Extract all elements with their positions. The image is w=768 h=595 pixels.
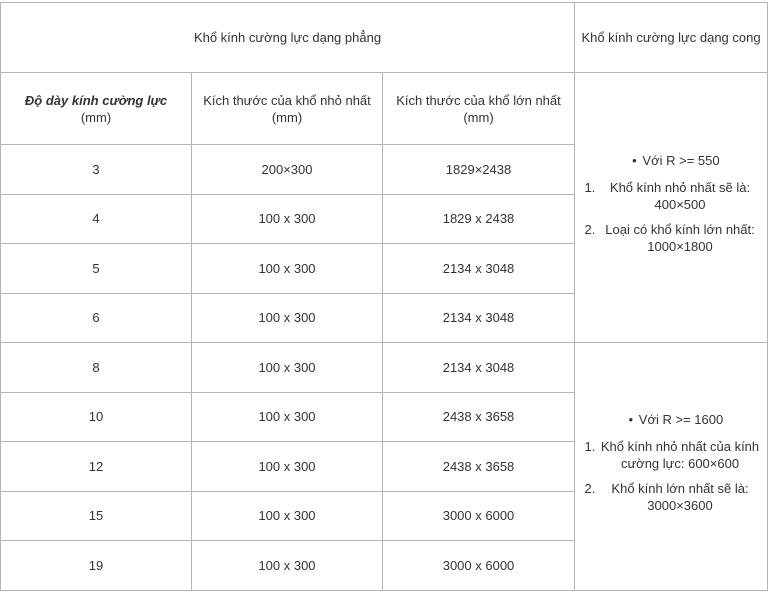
curved-group-r550 — [575, 73, 768, 343]
curved-group-r1600 — [575, 343, 768, 591]
thickness-column-unit: (mm) — [80, 109, 112, 125]
thickness-column-header — [1, 73, 192, 145]
min-size-column-header: Kích thước của khổ nhỏ nhất (mm) — [192, 73, 383, 145]
min-size-cell: 200×300 — [192, 145, 383, 195]
min-size-cell: 100 x 300 — [192, 491, 383, 541]
thickness-cell: 12 — [1, 442, 192, 492]
thickness-cell: 8 — [1, 343, 192, 393]
thickness-column-title: Độ dày kính cường lực — [24, 92, 168, 108]
curved-glass-header: Khổ kính cường lực dạng cong — [575, 3, 768, 73]
thickness-cell: 6 — [1, 293, 192, 343]
min-size-cell: 100 x 300 — [192, 343, 383, 393]
glass-size-table — [0, 2, 768, 591]
curved-list-item: 2. Loại có khổ kính lớn nhất: 1000×1800 — [599, 221, 761, 255]
flat-glass-header: Khổ kính cường lực dạng phẳng — [1, 3, 575, 73]
min-size-cell: 100 x 300 — [192, 244, 383, 294]
curved-list-item: 1. Khổ kính nhỏ nhất của kính cường lực: 600×600 — [599, 438, 761, 472]
thickness-cell: 3 — [1, 145, 192, 195]
curved-list — [581, 179, 761, 255]
thickness-cell: 5 — [1, 244, 192, 294]
thickness-cell: 10 — [1, 392, 192, 442]
curved-list — [581, 438, 761, 514]
min-size-cell: 100 x 300 — [192, 392, 383, 442]
curved-bullet: • Với R >= 1600 — [628, 411, 724, 427]
max-size-cell: 2438 x 3658 — [383, 392, 575, 442]
min-size-cell: 100 x 300 — [192, 293, 383, 343]
max-size-cell: 3000 x 6000 — [383, 491, 575, 541]
max-size-cell: 1829 x 2438 — [383, 194, 575, 244]
max-size-cell: 2134 x 3048 — [383, 244, 575, 294]
max-size-cell: 3000 x 6000 — [383, 541, 575, 591]
curved-list-item: 1. Khổ kính nhỏ nhất sẽ là: 400×500 — [599, 179, 761, 213]
curved-list-item: 2. Khổ kính lớn nhất sẽ là: 3000×3600 — [599, 480, 761, 514]
min-size-cell: 100 x 300 — [192, 541, 383, 591]
thickness-cell: 19 — [1, 541, 192, 591]
max-size-column-header: Kích thước của khổ lớn nhất (mm) — [383, 73, 575, 145]
min-size-cell: 100 x 300 — [192, 194, 383, 244]
table-row — [1, 343, 768, 393]
min-size-cell: 100 x 300 — [192, 442, 383, 492]
curved-bullet: • Với R >= 550 — [632, 153, 720, 168]
max-size-cell: 2438 x 3658 — [383, 442, 575, 492]
thickness-cell: 15 — [1, 491, 192, 541]
thickness-cell: 4 — [1, 194, 192, 244]
max-size-cell: 2134 x 3048 — [383, 343, 575, 393]
max-size-cell: 1829×2438 — [383, 145, 575, 195]
max-size-cell: 2134 x 3048 — [383, 293, 575, 343]
